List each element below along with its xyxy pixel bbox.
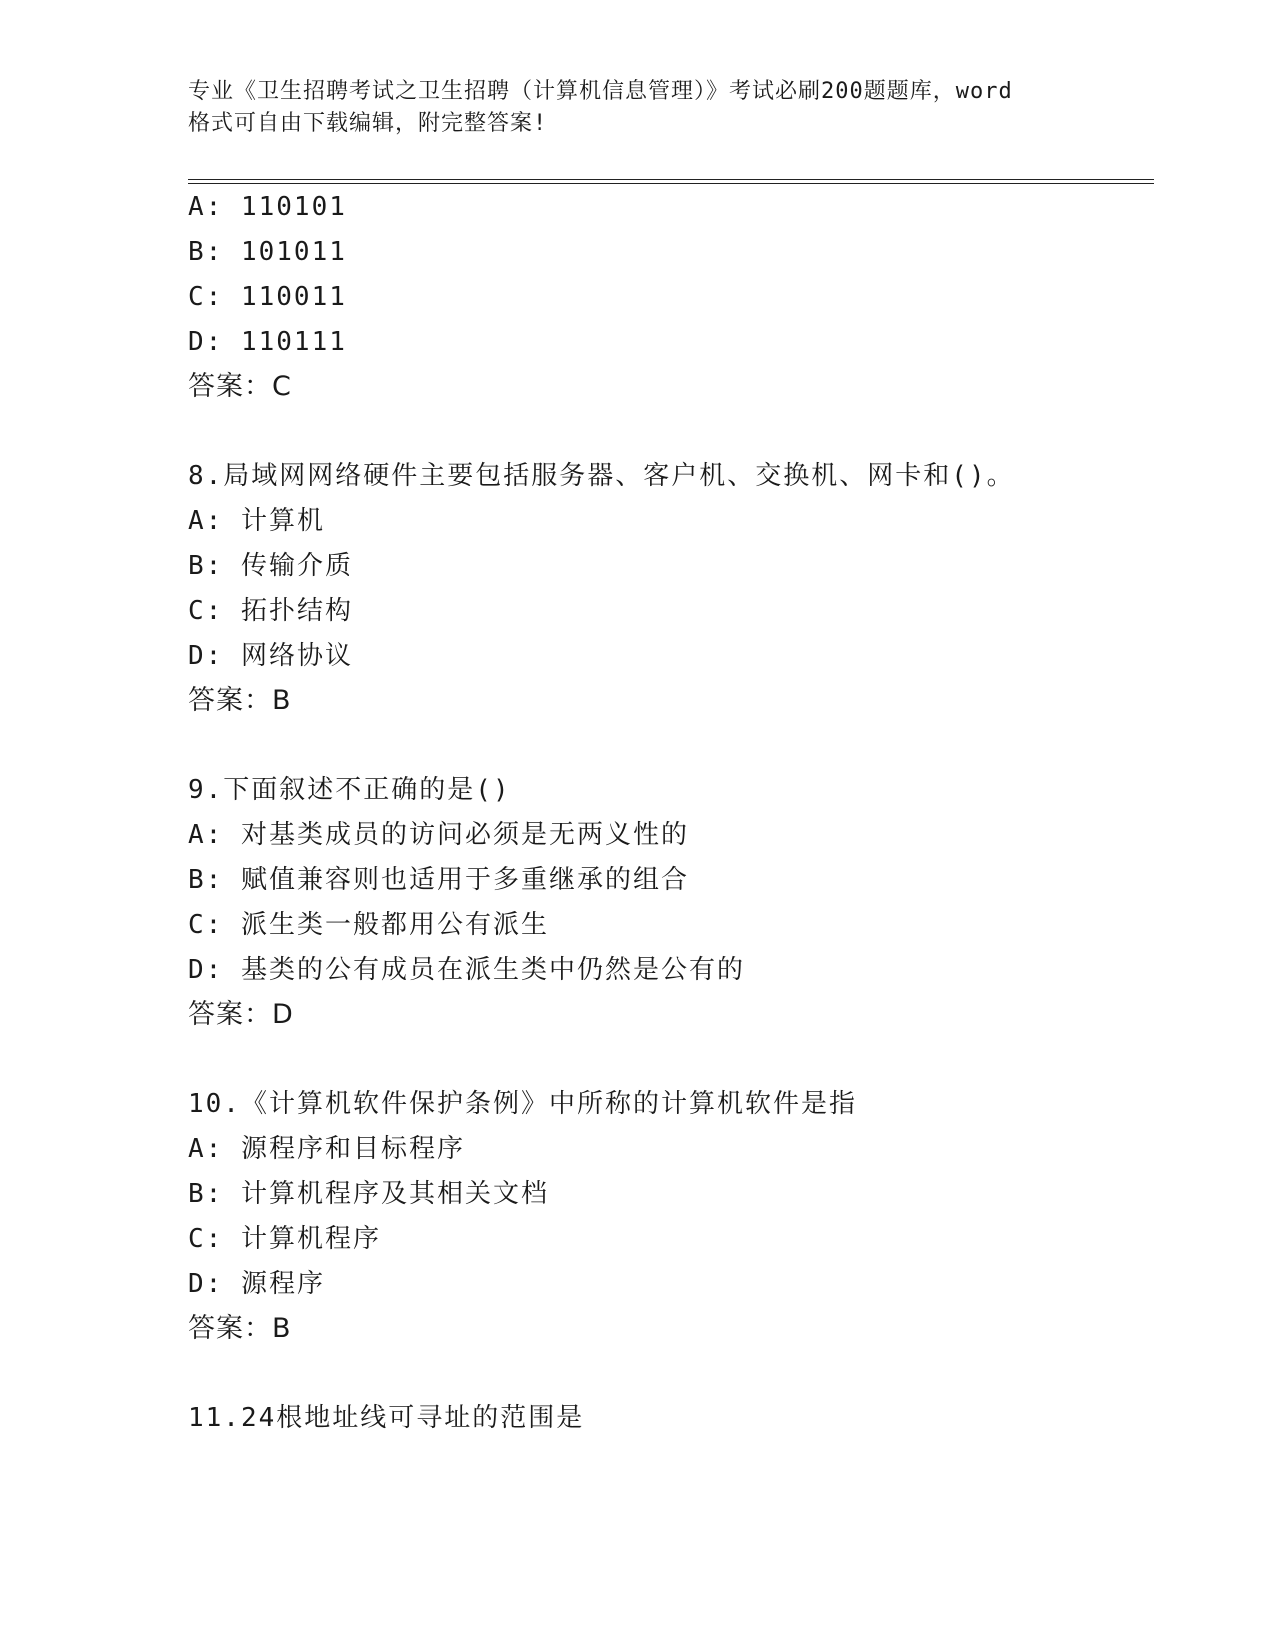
q8-option-b: B: 传输介质 bbox=[188, 551, 353, 581]
q9-answer: 答案：D bbox=[188, 999, 294, 1030]
q9-option-a: A: 对基类成员的访问必须是无两义性的 bbox=[188, 820, 689, 850]
q7-option-b: B: 101011 bbox=[188, 237, 347, 267]
document-header bbox=[188, 76, 1088, 140]
q10-option-d: D: 源程序 bbox=[188, 1269, 325, 1299]
q10-option-a: A: 源程序和目标程序 bbox=[188, 1134, 465, 1164]
q8-option-c: C: 拓扑结构 bbox=[188, 596, 353, 626]
q9-question: 9.下面叙述不正确的是() bbox=[188, 775, 511, 805]
q8-option-a: A: 计算机 bbox=[188, 506, 325, 536]
q9-option-b: B: 赋值兼容则也适用于多重继承的组合 bbox=[188, 865, 689, 895]
q8-question: 8.局域网网络硬件主要包括服务器、客户机、交换机、网卡和()。 bbox=[188, 461, 1015, 491]
q11-question: 11.24根地址线可寻址的范围是 bbox=[188, 1403, 585, 1433]
q7-option-c: C: 110011 bbox=[188, 282, 347, 312]
q8-answer: 答案：B bbox=[188, 685, 292, 716]
q10-option-c: C: 计算机程序 bbox=[188, 1224, 381, 1254]
header-line-1: 专业《卫生招聘考试之卫生招聘（计算机信息管理）》考试必刷200题题库，word bbox=[188, 79, 1013, 104]
q10-answer: 答案：B bbox=[188, 1313, 292, 1344]
q7-option-d: D: 110111 bbox=[188, 327, 347, 357]
q9-option-c: C: 派生类一般都用公有派生 bbox=[188, 910, 549, 940]
header-line-2: 格式可自由下载编辑，附完整答案! bbox=[188, 111, 548, 136]
q10-question: 10.《计算机软件保护条例》中所称的计算机软件是指 bbox=[188, 1089, 857, 1119]
q7-option-a: A: 110101 bbox=[188, 192, 347, 222]
q9-option-d: D: 基类的公有成员在派生类中仍然是公有的 bbox=[188, 955, 745, 985]
q8-option-d: D: 网络协议 bbox=[188, 641, 353, 671]
q7-answer: 答案：C bbox=[188, 371, 292, 402]
header-rule-bottom bbox=[188, 183, 1154, 184]
q10-option-b: B: 计算机程序及其相关文档 bbox=[188, 1179, 549, 1209]
header-rule-top bbox=[188, 179, 1154, 180]
